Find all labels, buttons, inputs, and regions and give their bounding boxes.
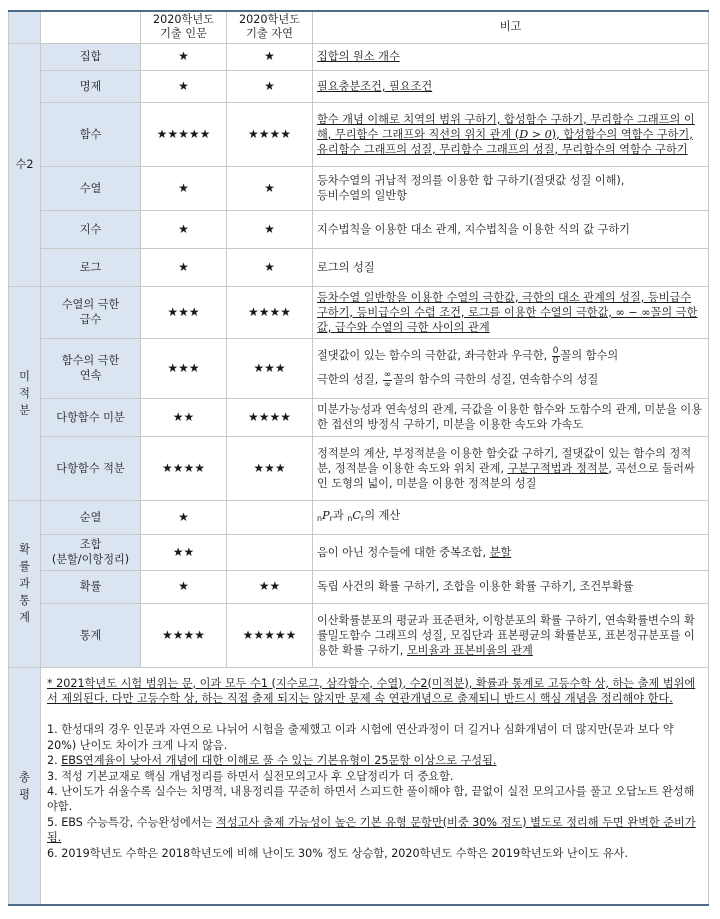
humanities-stars: ★★★ <box>141 286 227 338</box>
section-label-summary: 총평 <box>9 667 41 905</box>
science-stars: ★★★★ <box>227 102 313 166</box>
remark-cell: 집합의 원소 개수 <box>313 43 709 70</box>
science-stars: ★★★ <box>227 436 313 500</box>
summary-point-5: 5. EBS 수능특강, 수능완성에서는 적성고사 출제 가능성이 높은 기본 유형 문항만(비중 30% 정도) 별도로 정리해 두면 완벽한 준비가 됨. <box>47 815 696 845</box>
summary-cell <box>41 667 709 905</box>
topic-cell: 다항함수 적분 <box>41 436 141 500</box>
exam-analysis-table <box>8 10 709 906</box>
table-row <box>9 210 709 248</box>
humanities-stars: ★★ <box>141 398 227 436</box>
table-row <box>9 603 709 667</box>
table-row <box>9 570 709 603</box>
humanities-stars: ★ <box>141 500 227 534</box>
topic-cell: 명제 <box>41 70 141 102</box>
topic-cell: 지수 <box>41 210 141 248</box>
remark-cell: 음이 아닌 정수들에 대한 중복조합, 분할 <box>313 534 709 570</box>
remark-cell: 로그의 성질 <box>313 248 709 286</box>
humanities-stars: ★ <box>141 248 227 286</box>
science-stars <box>227 534 313 570</box>
science-stars: ★ <box>227 248 313 286</box>
remark-cell: 등차수열 일반항을 이용한 수열의 극한값, 극한의 대소 관계의 성질, 등비급수 구하기, 등비급수의 수렴 조건, 로그를 이용한 수열의 극한값, ∞ − ∞꼴의 극한값, 급수와 수열의 극한 사이의 관계 <box>313 286 709 338</box>
summary-row <box>9 667 709 905</box>
section-label-math2: 수2 <box>9 43 41 286</box>
topic-cell: 집합 <box>41 43 141 70</box>
table-row <box>9 338 709 398</box>
summary-point-1: 1. 한성대의 경우 인문과 자연으로 나뉘어 시험을 출제했고 이과 시험에 연산과정이 더 길거나 심화개념이 더 많지만(문과 보다 약 20%) 난이도 차이가 크게 나지 않음. <box>47 723 674 752</box>
table-row <box>9 534 709 570</box>
table-row <box>9 166 709 210</box>
header-blank-section <box>9 11 41 43</box>
topic-cell: 함수 <box>41 102 141 166</box>
summary-point-6: 6. 2019학년도 수학은 2018학년도에 비해 난이도 30% 정도 상승함, 2020학년도 수학은 2019학년도와 난이도 유사. <box>47 846 629 860</box>
remark-cell: $_nP_r$과 $_nC_r$의 계산 <box>313 500 709 534</box>
topic-cell: 조합 (분할/이항정리) <box>41 534 141 570</box>
header-blank-topic <box>41 11 141 43</box>
science-stars: ★ <box>227 210 313 248</box>
topic-cell: 수열의 극한 급수 <box>41 286 141 338</box>
header-row <box>9 11 709 43</box>
humanities-stars: ★ <box>141 570 227 603</box>
summary-intro: * 2021학년도 시험 범위는 문, 이과 모두 수1 (지수로그, 삼각함수, 수열), 수2(미적분), 확률과 통계로 고등수학 상, 하는 출제 범위에서 제외된다. 다만 고등수학 상, 하는 직접 출제 되지는 않지만 문제 속 연관개념으로 출제되니 반드시 핵심 개념을 정리해야 한다. <box>47 676 696 705</box>
science-stars: ★★★ <box>227 338 313 398</box>
science-stars: ★★★★★ <box>227 603 313 667</box>
humanities-stars: ★ <box>141 43 227 70</box>
table-row <box>9 248 709 286</box>
remark-cell: 절댓값이 있는 함수의 극한값, 좌극한과 우극한, $\frac{0}{0}$ 꼴의 함수의 극한의 성질, $\frac{\infty}{\infty}$ 꼴의 함수의 극한의 성질, 연속함수의 성질 <box>313 338 709 398</box>
table-row <box>9 43 709 70</box>
topic-cell: 수열 <box>41 166 141 210</box>
humanities-stars: ★★★ <box>141 338 227 398</box>
remark-cell: 정적분의 계산, 부정적분을 이용한 함숫값 구하기, 절댓값이 있는 함수의 정적분, 정적분을 이용한 속도와 위치 관계, 구분구적법과 정적분, 곡선으로 둘러싸인 도형의 넓이, 미분을 이용한 정적분의 성질 <box>313 436 709 500</box>
science-stars: ★★★★ <box>227 286 313 338</box>
humanities-stars: ★★★★★ <box>141 102 227 166</box>
remark-cell: 함수 개념 이해로 치역의 범위 구하기, 합성함수 구하기, 무리함수 그래프의 이해, 무리함수 그래프와 직선의 위치 관계 (D > 0), 합성함수의 역함수 구하기, 유리함수 그래프의 성질, 무리함수 그래프의 성질, 무리함수의 역함수 구하기 <box>313 102 709 166</box>
topic-cell: 함수의 극한 연속 <box>41 338 141 398</box>
humanities-stars: ★★ <box>141 534 227 570</box>
science-stars: ★★ <box>227 570 313 603</box>
summary-point-4: 4. 난이도가 쉬울수록 실수는 치명적, 내용정리를 꾸준히 하면서 스피드한 풀이해야 함, 끝없이 실전 모의고사를 풀고 오답노트 완성해야함. <box>47 784 695 814</box>
header-notes: 비고 <box>313 11 709 43</box>
remark-cell: 지수법칙을 이용한 대소 관계, 지수법칙을 이용한 식의 값 구하기 <box>313 210 709 248</box>
science-stars <box>227 500 313 534</box>
topic-cell: 순열 <box>41 500 141 534</box>
science-stars: ★ <box>227 70 313 102</box>
fraction-zero-over-zero: $\frac{0}{0}$ <box>552 345 559 366</box>
topic-cell: 로그 <box>41 248 141 286</box>
section-label-calculus: 미적분 <box>9 286 41 500</box>
remark-cell: 이산확률분포의 평균과 표준편차, 이항분포의 확률 구하기, 연속확률변수의 확률밀도함수 그래프의 성질, 모집단과 표본평균의 확률분포, 표본정규분포를 이용한 확률 구하기, 모비율과 표본비율의 관계 <box>313 603 709 667</box>
remark-cell: 필요충분조건, 필요조건 <box>313 70 709 102</box>
header-science: 2020학년도 기출 자연 <box>227 11 313 43</box>
humanities-stars: ★ <box>141 70 227 102</box>
table-row <box>9 286 709 338</box>
summary-point-2: 2. EBS연계율이 낮아서 개념에 대한 이해로 풀 수 있는 기본유형이 25문항 이상으로 구성됨. <box>47 754 497 768</box>
topic-cell: 통계 <box>41 603 141 667</box>
summary-point-3: 3. 적성 기본교재로 핵심 개념정리를 하면서 실전모의고사 후 오답정리가 더 중요함. <box>47 769 454 783</box>
fraction-infinity-over-infinity: $\frac{\infty}{\infty}$ <box>383 369 392 390</box>
remark-cell: 미분가능성과 연속성의 관계, 극값을 이용한 함수와 도함수의 관계, 미분을 이용한 접선의 방정식 구하기, 미분을 이용한 속도와 가속도 <box>313 398 709 436</box>
humanities-stars: ★★★★ <box>141 436 227 500</box>
table-row <box>9 398 709 436</box>
humanities-stars: ★★★★ <box>141 603 227 667</box>
section-label-probability: 확률과통계 <box>9 500 41 667</box>
table-row <box>9 500 709 534</box>
table-row <box>9 102 709 166</box>
topic-cell: 다항함수 미분 <box>41 398 141 436</box>
science-stars: ★ <box>227 166 313 210</box>
topic-cell: 확률 <box>41 570 141 603</box>
header-humanities: 2020학년도 기출 인문 <box>141 11 227 43</box>
table-row <box>9 70 709 102</box>
science-stars: ★ <box>227 43 313 70</box>
science-stars: ★★★★ <box>227 398 313 436</box>
remark-cell: 등차수열의 귀납적 정의를 이용한 합 구하기(절댓값 성질 이해), 등비수열의 일반항 <box>313 166 709 210</box>
remark-cell: 독립 사건의 확률 구하기, 조합을 이용한 확률 구하기, 조건부확률 <box>313 570 709 603</box>
humanities-stars: ★ <box>141 166 227 210</box>
table-row <box>9 436 709 500</box>
humanities-stars: ★ <box>141 210 227 248</box>
